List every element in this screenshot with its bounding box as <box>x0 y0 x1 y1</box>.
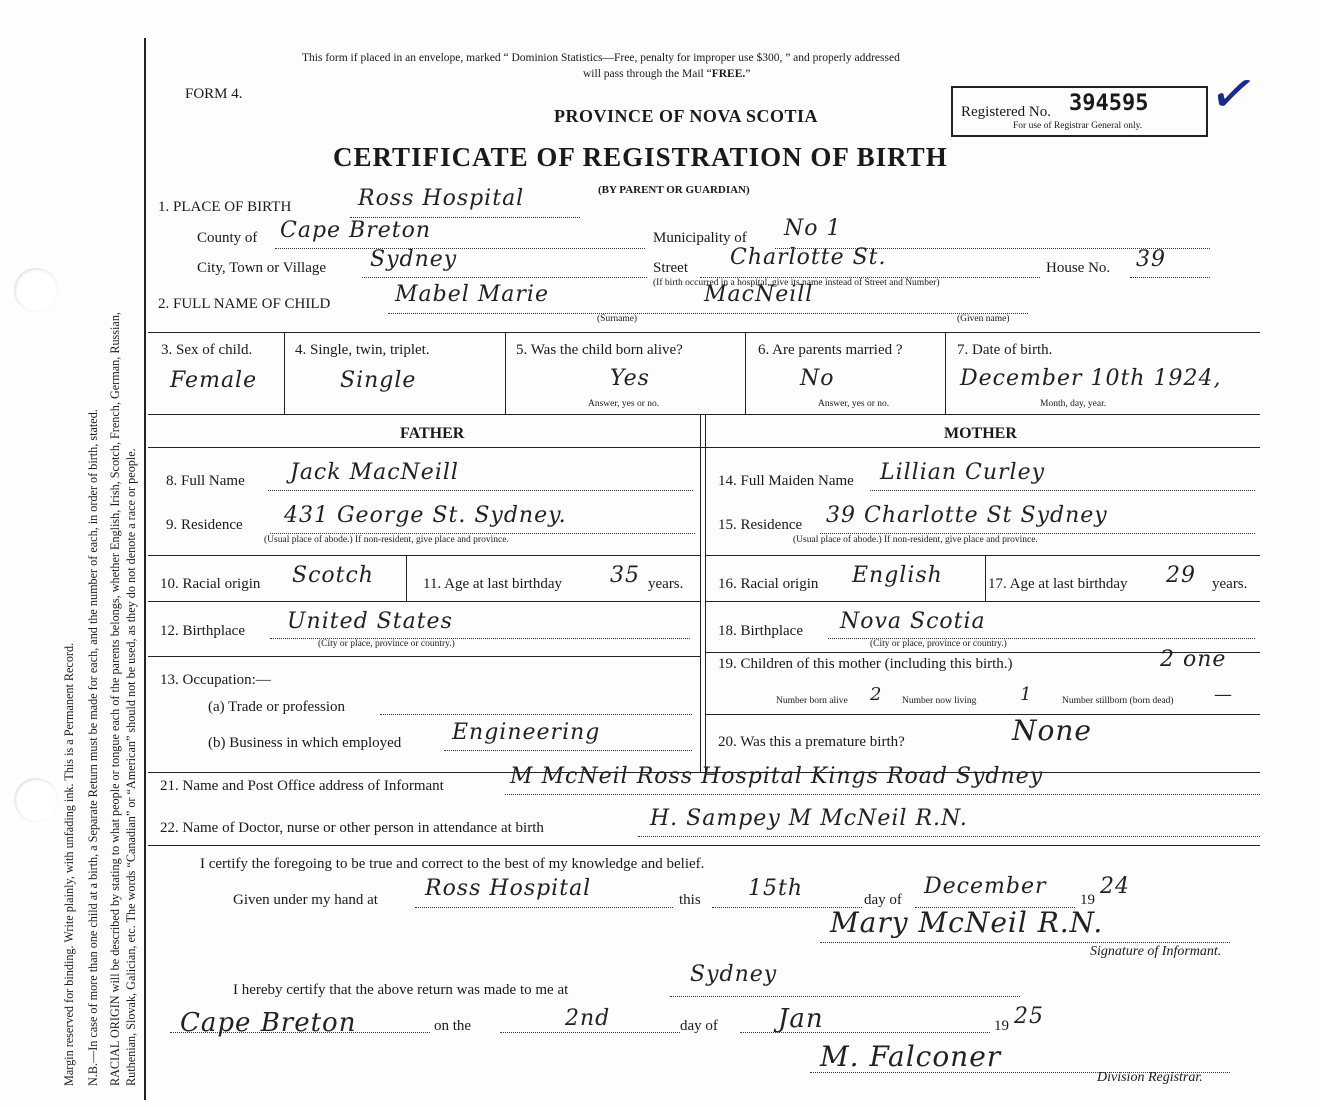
row3-divider-3 <box>745 332 746 414</box>
father-birthplace-caption: (City or place, province or country.) <box>318 639 455 649</box>
given-place-value: Ross Hospital <box>425 876 592 901</box>
mother-name-line <box>870 490 1255 491</box>
stillborn-label: Number stillborn (born dead) <box>1062 696 1174 706</box>
registrar-caption: Division Registrar. <box>1097 1070 1203 1085</box>
child-name-label: 2. FULL NAME OF CHILD <box>158 296 331 312</box>
father-racial-value: Scotch <box>292 563 374 588</box>
mother-residence-line <box>820 533 1255 534</box>
alive-caption: Answer, yes or no. <box>588 399 660 409</box>
registrar-on-label: on the <box>434 1018 472 1034</box>
business-label: (b) Business in which employed <box>208 735 402 751</box>
father-name-label: 8. Full Name <box>166 473 245 489</box>
mother-residence-value: 39 Charlotte St Sydney <box>826 503 1108 528</box>
mother-racial-value: English <box>852 563 943 588</box>
dob-label: 7. Date of birth. <box>957 342 1053 358</box>
children-label: 19. Children of this mother (including this birth.) <box>718 656 1013 672</box>
side-note-1: Margin reserved for binding. Write plainly, with unfading ink. This is a Permanent Record. <box>62 642 76 1086</box>
given-place-line <box>415 907 673 908</box>
city-line <box>362 277 647 278</box>
mother-name-label: 14. Full Maiden Name <box>718 473 854 489</box>
city-value: Sydney <box>370 247 458 272</box>
certificate-subtitle: (BY PARENT OR GUARDIAN) <box>598 184 750 196</box>
certify-year-prefix: 19 <box>1080 892 1095 908</box>
born-alive-value: 2 <box>870 684 883 705</box>
this-label: this <box>679 892 701 908</box>
registrar-month-value: Jan <box>778 1004 824 1034</box>
father-name-value: Jack MacNeill <box>290 460 459 485</box>
row3-divider-4 <box>945 332 946 414</box>
registered-note: For use of Registrar General only. <box>1013 121 1143 131</box>
mother-heading: MOTHER <box>944 425 1017 442</box>
father-age-label: 11. Age at last birthday <box>423 576 562 592</box>
father-name-line <box>268 490 693 491</box>
informant-signature: Mary McNeil R.N. <box>830 906 1104 939</box>
place-of-birth-value: Ross Hospital <box>358 186 525 211</box>
form-number: FORM 4. <box>185 86 243 102</box>
stillborn-value: — <box>1214 684 1233 705</box>
mother-row18-rule <box>705 601 1260 602</box>
father-row10-rule <box>148 555 700 556</box>
mail-notice-prefix: will pass through the Mail “ <box>583 68 712 80</box>
father-years-label: years. <box>648 576 684 592</box>
mother-years-label: years. <box>1212 576 1248 592</box>
informant-label: 21. Name and Post Office address of Informant <box>160 778 444 794</box>
mother-residence-caption: (Usual place of abode.) If non-resident, give place and province. <box>793 535 1038 545</box>
doctor-label: 22. Name of Doctor, nurse or other person in attendance at birth <box>160 820 544 836</box>
street-value: Charlotte St. <box>730 245 887 270</box>
plurality-value: Single <box>340 368 417 393</box>
father-residence-line <box>270 533 695 534</box>
row3-divider-2 <box>505 332 506 414</box>
father-residence-label: 9. Residence <box>166 517 243 533</box>
hospital-note: (If birth occurred in a hospital, give its name instead of Street and Number) <box>653 278 940 288</box>
registrar-signature: M. Falconer <box>820 1040 1002 1073</box>
registered-box <box>951 86 1208 137</box>
father-row12-rule <box>148 601 700 602</box>
child-given-value: MacNeill <box>704 282 814 307</box>
child-name-line <box>388 313 1028 314</box>
county-label: County of <box>197 230 258 246</box>
registered-number: 394595 <box>1069 91 1149 116</box>
doctor-value: H. Sampey M McNeil R.N. <box>650 806 968 831</box>
side-note-4: Ruthenian, Slovak, Galician, etc. The words “Canadian” or “American” should not be used, as they do not denote a race or people. <box>124 448 138 1086</box>
alive-value: Yes <box>610 366 650 391</box>
mail-notice-free: FREE. <box>711 68 746 80</box>
row3-bottom-rule <box>148 414 1260 415</box>
side-note-2: N.B.—In case of more than one child at a birth, a Separate Return must be made for each, and the number of each, in order of birth, stated. <box>86 409 100 1086</box>
mail-notice-line1: This form if placed in an envelope, marked “ Dominion Statistics—Free, penalty for improper use $300, ” and properly addressed <box>302 52 900 64</box>
registrar-year-value: 25 <box>1014 1004 1044 1029</box>
registrar-day-of-label: day of <box>680 1018 718 1034</box>
house-label: House No. <box>1046 260 1111 276</box>
business-value: Engineering <box>452 720 601 745</box>
county-value: Cape Breton <box>280 218 432 243</box>
business-line <box>444 750 692 751</box>
informant-line <box>505 794 1260 795</box>
alive-label: 5. Was the child born alive? <box>516 342 683 358</box>
dob-value: December 10th 1924, <box>960 366 1222 391</box>
house-line <box>1130 277 1210 278</box>
informant-signature-caption: Signature of Informant. <box>1090 944 1222 959</box>
mother-birthplace-caption: (City or place, province or country.) <box>870 639 1007 649</box>
father-age-value: 35 <box>610 563 640 588</box>
checkmark-icon: ✓ <box>1204 58 1263 131</box>
side-note-3: RACIAL ORIGIN will be described by stating to what people or tongue each of the parents belongs, whether English, Irish, Scotch, French, German, Russian, <box>108 312 122 1086</box>
dob-caption: Month, day, year. <box>1040 399 1107 409</box>
certify-statement: I certify the foregoing to be true and correct to the best of my knowledge and belief. <box>200 856 705 872</box>
sex-value: Female <box>170 368 258 393</box>
certify-year-value: 24 <box>1100 874 1130 899</box>
living-label: Number now living <box>902 696 977 706</box>
plurality-label: 4. Single, twin, triplet. <box>295 342 430 358</box>
mother-name-value: Lillian Curley <box>880 460 1046 485</box>
father-racial-label: 10. Racial origin <box>160 576 261 592</box>
parents-header-rule <box>148 447 1260 448</box>
registrar-year-prefix: 19 <box>994 1018 1009 1034</box>
given-name-caption: (Given name) <box>957 314 1010 324</box>
married-label: 6. Are parents married ? <box>758 342 903 358</box>
province-heading: PROVINCE OF NOVA SCOTIA <box>554 106 819 126</box>
city-label: City, Town or Village <box>197 260 327 276</box>
father-residence-caption: (Usual place of abode.) If non-resident, give place and province. <box>264 535 509 545</box>
father-racial-divider <box>406 555 407 601</box>
side-notes <box>0 0 150 1107</box>
born-alive-label: Number born alive <box>776 696 848 706</box>
premature-label: 20. Was this a premature birth? <box>718 734 905 750</box>
registered-label: Registered No. <box>961 104 1051 120</box>
registrar-day-line <box>500 1032 680 1033</box>
mother-birthplace-value: Nova Scotia <box>840 609 986 634</box>
parents-divider-left <box>700 414 701 772</box>
certify-month-value: December <box>924 874 1047 899</box>
mother-age-value: 29 <box>1166 563 1196 588</box>
row3-top-rule <box>148 332 1260 333</box>
certify-day-value: 15th <box>748 876 804 901</box>
mother-racial-divider <box>985 555 986 601</box>
mother-residence-label: 15. Residence <box>718 517 803 533</box>
mother-birthplace-label: 18. Birthplace <box>718 623 803 639</box>
children-value: 2 one <box>1160 647 1227 672</box>
father-birthplace-value: United States <box>287 609 453 634</box>
trade-label: (a) Trade or profession <box>208 699 346 715</box>
certificate-title: CERTIFICATE OF REGISTRATION OF BIRTH <box>333 142 948 172</box>
given-under-label: Given under my hand at <box>233 892 378 908</box>
mail-notice-suffix: ” <box>745 68 751 80</box>
municipality-value: No 1 <box>784 216 842 241</box>
child-surname-value: Mabel Marie <box>395 282 549 307</box>
street-label: Street <box>653 260 688 276</box>
registrar-month-line <box>740 1032 990 1033</box>
certify-day-of-label: day of <box>864 892 902 908</box>
married-value: No <box>800 366 835 391</box>
premature-value: None <box>1012 714 1092 747</box>
registrar-place-value: Sydney <box>690 962 778 987</box>
mother-racial-label: 16. Racial origin <box>718 576 819 592</box>
municipality-label: Municipality of <box>653 230 747 246</box>
surname-caption: (Surname) <box>597 314 638 324</box>
certify-top-rule <box>148 845 1260 846</box>
father-residence-value: 431 George St. Sydney. <box>284 503 567 528</box>
informant-signature-line <box>820 942 1230 943</box>
registrar-day-value: 2nd <box>565 1006 611 1031</box>
father-birthplace-label: 12. Birthplace <box>160 623 245 639</box>
informant-value: M McNeil Ross Hospital Kings Road Sydney <box>510 764 1044 789</box>
doctor-line <box>638 836 1260 837</box>
registrar-county-value: Cape Breton <box>180 1008 357 1038</box>
occupation-label: 13. Occupation:— <box>160 672 271 688</box>
registrar-place-line <box>670 996 1020 997</box>
mail-notice-line2 <box>583 68 750 80</box>
county-line <box>275 248 645 249</box>
form-left-border <box>144 38 146 1100</box>
mother-row20-rule <box>705 714 1260 715</box>
father-heading: FATHER <box>400 425 465 442</box>
parents-divider-right <box>705 414 706 772</box>
living-value: 1 <box>1020 684 1033 705</box>
row3-divider-1 <box>284 332 285 414</box>
registrar-statement: I hereby certify that the above return was made to me at <box>233 982 569 998</box>
house-value: 39 <box>1136 247 1166 272</box>
mother-row16-rule <box>705 555 1260 556</box>
father-row13-rule <box>148 656 700 657</box>
trade-line <box>380 714 692 715</box>
married-caption: Answer, yes or no. <box>818 399 890 409</box>
mother-age-label: 17. Age at last birthday <box>988 576 1128 592</box>
sex-label: 3. Sex of child. <box>161 342 253 358</box>
registrar-county-line <box>170 1032 430 1033</box>
place-of-birth-label: 1. PLACE OF BIRTH <box>158 199 292 215</box>
